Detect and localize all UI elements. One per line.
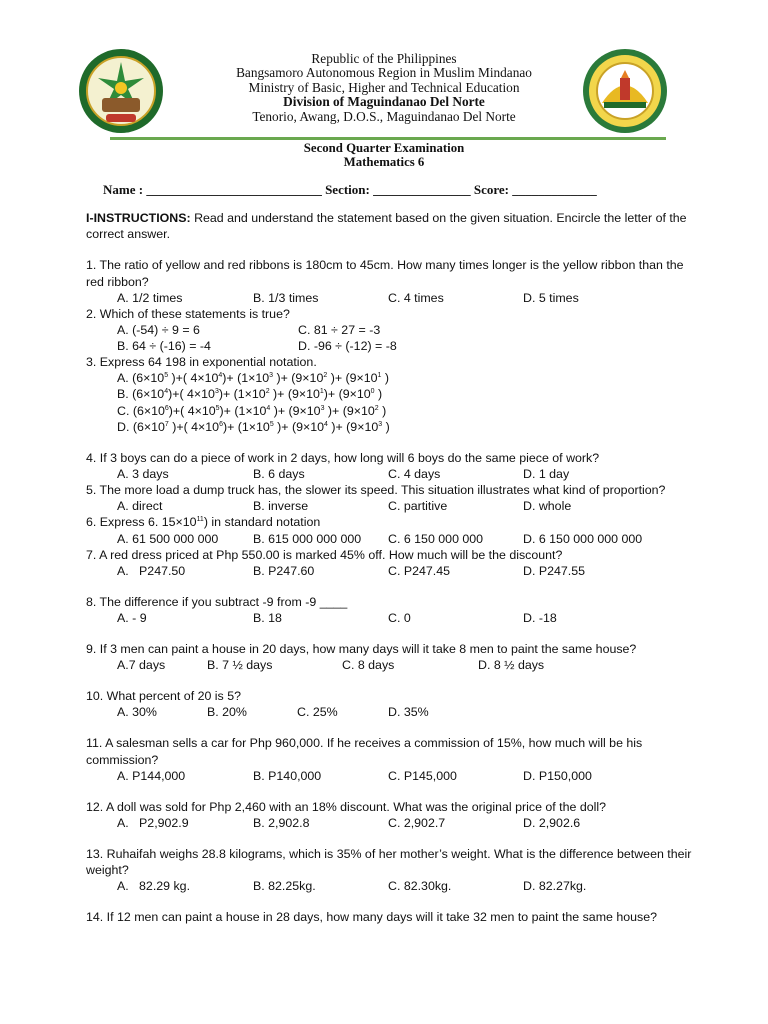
choice-5c[interactable]: C. partitive [388, 499, 448, 514]
address-line: Tenorio, Awang, D.O.S., Maguindanao Del Norte [252, 108, 516, 124]
choice-6a[interactable]: A. 61 500 000 000 [117, 531, 219, 546]
choice-12d[interactable]: D. 2,902.6 [523, 816, 581, 831]
choice-1b[interactable]: B. 1/3 times [253, 290, 319, 305]
choice-7a[interactable]: A. P247.50 [117, 563, 186, 578]
choice-9d[interactable]: D. 8 ½ days [478, 658, 545, 673]
letterhead [0, 52, 768, 124]
choice-8b[interactable]: B. 18 [253, 611, 282, 626]
choice-1d[interactable]: D. 5 times [523, 290, 579, 305]
choice-3c[interactable]: C. $(6\times 10^6)+$( $4\times 10^5)+ (1\times 10^4$ )+ ($9\times 10^3$ )+ ($9\times 10^2$ ) [117, 403, 387, 418]
question-6-text-end: ) in standard notation [203, 515, 321, 530]
choice-11b[interactable]: B. P140,000 [253, 768, 322, 783]
question-13: 13. Ruhaifah weighs 28.8 kilograms, which is 35% of her mother’s weight. What is the difference between their weight? [86, 847, 692, 878]
choice-11c[interactable]: C. P145,000 [388, 768, 457, 783]
choices-10 [86, 704, 696, 720]
choices-9 [86, 657, 696, 673]
choice-3a[interactable]: A. ($6\times 10^5$ )+( $4\times 10^4)+ (1\times 10^3$ )+ ($9\times 10^2$ )+ ($9\times 10^1$ ) [117, 371, 390, 386]
choice-9b[interactable]: B. 7 ½ days [207, 658, 273, 673]
question-10: 10. What percent of 20 is 5? [86, 689, 241, 704]
choice-12b[interactable]: B. 2,902.8 [253, 816, 310, 831]
student-info-row [103, 182, 597, 198]
section-label: Section: [325, 182, 370, 197]
choice-4a[interactable]: A. 3 days [117, 467, 169, 482]
instructions-label: I-INSTRUCTIONS: [86, 211, 191, 225]
choices-11 [86, 768, 696, 784]
choice-1a[interactable]: A. 1/2 times [117, 290, 183, 305]
choice-2c[interactable]: C. 81 ÷ 27 = -3 [298, 323, 381, 338]
choice-13a[interactable]: A. 82.29 kg. [117, 879, 191, 894]
choice-2d[interactable]: D. -96 ÷ (-12) = -8 [298, 339, 397, 354]
choice-13c[interactable]: C. 82.30kg. [388, 879, 452, 894]
choice-6b[interactable]: B. 615 000 000 000 [253, 531, 362, 546]
choice-6d[interactable]: D. 6 150 000 000 000 [523, 531, 643, 546]
choice-11a[interactable]: A. P144,000 [117, 768, 186, 783]
exam-title: Second Quarter Examination [303, 141, 465, 155]
question-6-text: 6. Express 6. 15×10 [86, 515, 197, 530]
choices-7 [86, 563, 696, 579]
ministry-line: Ministry of Basic, Higher and Technical Education [248, 79, 520, 95]
choice-12c[interactable]: C. 2,902.7 [388, 816, 446, 831]
question-14: 14. If 12 men can paint a house in 28 days, how many days will it take 32 men to paint the same house? [86, 910, 657, 925]
exam-subject: Mathematics 6 [343, 155, 425, 169]
choices-6 [86, 531, 696, 547]
choices-8 [86, 610, 696, 626]
choices-12 [86, 815, 696, 831]
division-line: Division of Maguindanao Del Norte [283, 94, 485, 110]
choice-5d[interactable]: D. whole [523, 499, 572, 514]
instructions-text: Read and understand the statement based on the given situation. Encircle the letter of the correct answer. [86, 211, 687, 242]
name-blank[interactable]: ___________________________ [146, 182, 322, 197]
choices-4 [86, 466, 696, 482]
choice-10c[interactable]: C. 25% [297, 705, 338, 720]
question-9: 9. If 3 men can paint a house in 20 days, how many days will it take 8 men to paint the same house? [86, 642, 637, 657]
choice-4b[interactable]: B. 6 days [253, 467, 305, 482]
choice-8a[interactable]: A. - 9 [117, 611, 147, 626]
choice-3b[interactable]: B. $(6\times 10^4)+$( $4\times 10^3)+ (1\times 10^2$ )+ $(9\times 10^1)+ (9\times 10^0$ ) [117, 387, 383, 402]
choice-7d[interactable]: D. P247.55 [523, 563, 585, 578]
question-5: 5. The more load a dump truck has, the slower its speed. This situation illustrates what kind of proportion? [86, 483, 666, 498]
question-11: 11. A salesman sells a car for Php 960,000. If he receives a commission of 15%, how much will be his commission? [86, 736, 643, 767]
header-divider [110, 137, 666, 140]
choice-6c[interactable]: C. 6 150 000 000 [388, 531, 484, 546]
score-blank[interactable]: _____________ [512, 182, 597, 197]
score-label: Score: [473, 182, 509, 197]
choices-13 [86, 878, 696, 894]
choice-2a[interactable]: A. (-54) ÷ 9 = 6 [117, 323, 200, 338]
choice-9a[interactable]: A.7 days [117, 658, 166, 673]
choice-8d[interactable]: D. -18 [523, 611, 557, 626]
question-8: 8. The difference if you subtract -9 from -9 ____ [86, 594, 348, 609]
question-3: 3. Express 64 198 in exponential notation. [86, 355, 317, 370]
choice-12a[interactable]: A. P2,902.9 [117, 816, 189, 831]
question-6 [86, 514, 696, 530]
question-4: 4. If 3 boys can do a piece of work in 2 days, how long will 6 boys do the same piece of work? [86, 451, 600, 466]
choice-4d[interactable]: D. 1 day [523, 467, 570, 482]
question-7: 7. A red dress priced at Php 550.00 is marked 45% off. How much will be the discount? [86, 547, 563, 562]
choice-2b[interactable]: B. 64 ÷ (-16) = -4 [117, 339, 211, 354]
choices-1 [86, 290, 696, 306]
choice-8c[interactable]: C. 0 [388, 611, 411, 626]
question-2: 2. Which of these statements is true? [86, 306, 290, 321]
name-label: Name : [103, 182, 144, 197]
choice-5a[interactable]: A. direct [117, 499, 163, 514]
instructions [86, 210, 696, 242]
region-line: Bangsamoro Autonomous Region in Muslim Mindanao [236, 65, 532, 81]
question-6-exponent: 11 [196, 516, 204, 524]
choice-13b[interactable]: B. 82.25kg. [253, 879, 316, 894]
question-12: 12. A doll was sold for Php 2,460 with an 18% discount. What was the original price of the doll? [86, 799, 607, 814]
choices-2-row1 [86, 322, 696, 338]
republic-line: Republic of the Philippines [311, 51, 457, 66]
choices-2-row2 [86, 338, 696, 354]
choice-3d[interactable]: D. ($6\times 10^7$ )+( $4\times 10^6)+ (1\times 10^5$ )+ ($9\times 10^4$ )+ ($9\times 10^3$ ) [117, 419, 390, 434]
choice-13d[interactable]: D. 82.27kg. [523, 879, 587, 894]
choice-4c[interactable]: C. 4 days [388, 467, 441, 482]
choice-5b[interactable]: B. inverse [253, 499, 309, 514]
choices-3 [117, 370, 696, 435]
exam-content [86, 210, 696, 926]
section-blank[interactable]: _______________ [373, 182, 471, 197]
choice-10b[interactable]: B. 20% [207, 705, 247, 720]
exam-title-block [0, 141, 768, 169]
choice-10d[interactable]: D. 35% [388, 705, 429, 720]
choice-10a[interactable]: A. 30% [117, 705, 157, 720]
choice-7b[interactable]: B. P247.60 [253, 563, 315, 578]
choice-9c[interactable]: C. 8 days [342, 658, 395, 673]
choice-7c[interactable]: C. P247.45 [388, 563, 450, 578]
choice-1c[interactable]: C. 4 times [388, 290, 444, 305]
choices-5 [86, 498, 696, 514]
choice-11d[interactable]: D. P150,000 [523, 768, 592, 783]
question-1: 1. The ratio of yellow and red ribbons is 180cm to 45cm. How many times longer is the yellow ribbon than the red ribbon? [86, 258, 684, 289]
